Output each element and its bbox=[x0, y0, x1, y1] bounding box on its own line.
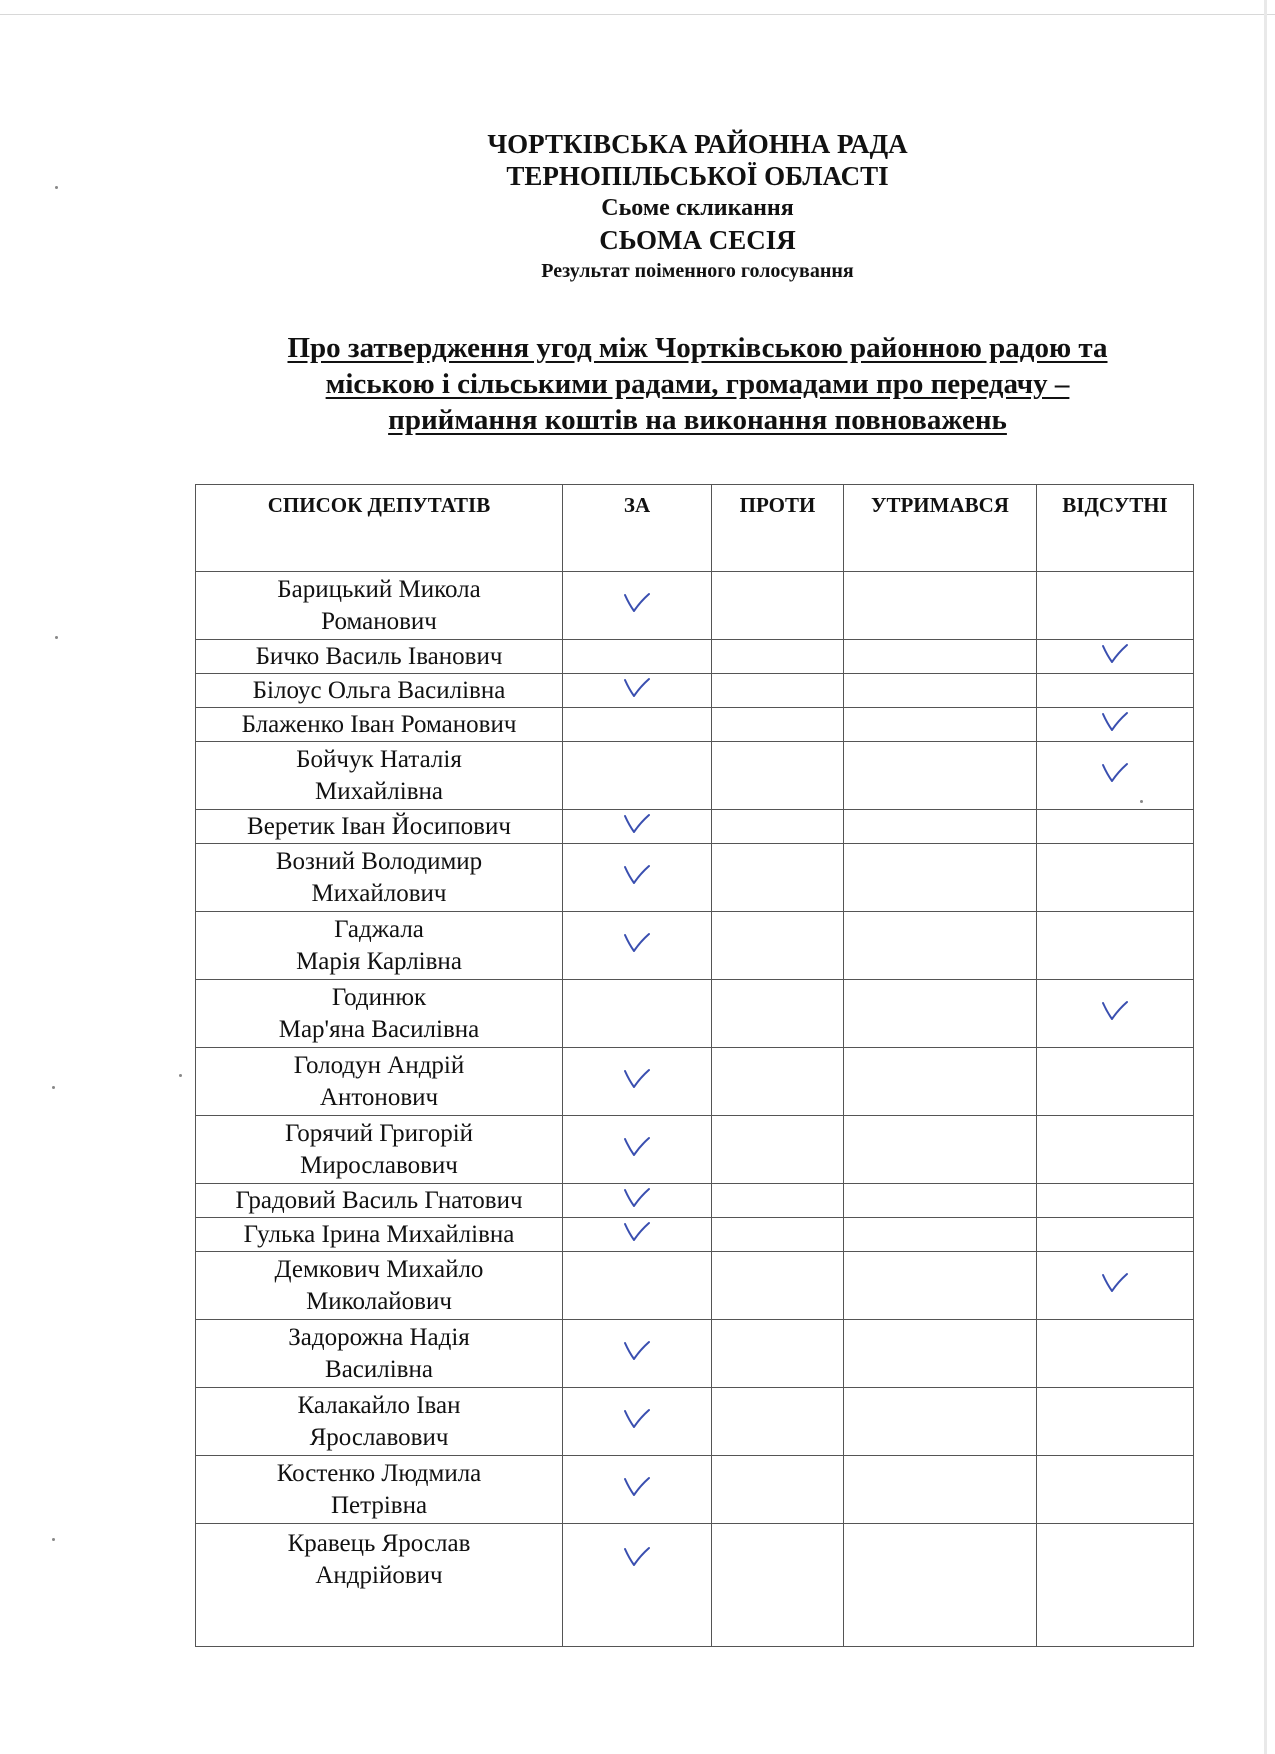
table-row bbox=[196, 1524, 1194, 1647]
checkmark-icon bbox=[1098, 1270, 1132, 1296]
deputy-name-line: Романович bbox=[321, 607, 437, 635]
vote-against-cell bbox=[712, 640, 844, 674]
vote-against-cell bbox=[712, 1184, 844, 1218]
vote-against-cell bbox=[712, 1388, 844, 1456]
checkmark-icon bbox=[620, 1219, 654, 1245]
deputy-name-cell bbox=[196, 674, 563, 708]
deputy-name-line: Барицький Микола bbox=[277, 575, 481, 603]
scan-edge bbox=[0, 14, 1275, 15]
vote-for-cell bbox=[563, 1524, 712, 1647]
vote-abstained-cell bbox=[844, 912, 1037, 980]
vote-abstained-cell bbox=[844, 980, 1037, 1048]
checkmark-icon bbox=[620, 811, 654, 837]
table-row bbox=[196, 844, 1194, 912]
checkmark-icon bbox=[1098, 709, 1132, 735]
document-type: Результат поіменного голосування bbox=[541, 260, 854, 282]
vote-for-cell bbox=[563, 912, 712, 980]
vote-for-cell bbox=[563, 1048, 712, 1116]
deputy-name-line: Андрійович bbox=[315, 1562, 443, 1589]
vote-abstained-cell bbox=[844, 1116, 1037, 1184]
deputy-name-line: Годинюк bbox=[331, 983, 427, 1011]
deputy-name-cell bbox=[196, 1252, 563, 1320]
vote-absent-cell bbox=[1037, 1456, 1194, 1524]
scan-speck bbox=[52, 1086, 55, 1089]
deputy-name-cell bbox=[196, 1184, 563, 1218]
checkmark-icon bbox=[620, 862, 654, 888]
deputy-name-line: Михайлівна bbox=[315, 777, 443, 805]
deputy-name-line: Марія Карлівна bbox=[296, 947, 462, 975]
column-header-deputies: СПИСОК ДЕПУТАТІВ bbox=[196, 485, 563, 572]
table-row bbox=[196, 742, 1194, 810]
vote-absent-cell bbox=[1037, 810, 1194, 844]
column-header-absent: ВІДСУТНІ bbox=[1037, 485, 1194, 572]
deputy-name-cell bbox=[196, 1116, 563, 1184]
document-header bbox=[0, 128, 1275, 286]
vote-for-cell bbox=[563, 1252, 712, 1320]
checkmark-icon bbox=[620, 930, 654, 956]
table-row bbox=[196, 1456, 1194, 1524]
deputy-name-line: Миколайович bbox=[306, 1287, 452, 1315]
scan-speck bbox=[55, 636, 58, 639]
table-row bbox=[196, 708, 1194, 742]
deputy-name-line: Голодун Андрій bbox=[293, 1051, 465, 1079]
vote-abstained-cell bbox=[844, 1320, 1037, 1388]
table-header-row bbox=[196, 485, 1194, 572]
vote-abstained-cell bbox=[844, 640, 1037, 674]
deputy-name-line: Мар'яна Василівна bbox=[278, 1015, 480, 1043]
deputy-name-line: Веретик Іван Йосипович bbox=[247, 812, 511, 840]
vote-absent-cell bbox=[1037, 1252, 1194, 1320]
table-row bbox=[196, 674, 1194, 708]
vote-abstained-cell bbox=[844, 674, 1037, 708]
convocation: Сьоме скликання bbox=[601, 195, 794, 221]
deputy-name-line: Блаженко Іван Романович bbox=[241, 710, 517, 738]
scan-speck bbox=[179, 1074, 182, 1077]
deputy-name-cell bbox=[196, 640, 563, 674]
deputy-name-line: Бойчук Наталія bbox=[296, 745, 462, 773]
deputy-name-line: Василівна bbox=[325, 1355, 433, 1383]
checkmark-icon bbox=[1098, 760, 1132, 786]
vote-absent-cell bbox=[1037, 1388, 1194, 1456]
vote-against-cell bbox=[712, 810, 844, 844]
deputy-name-line: Михайлович bbox=[311, 879, 447, 907]
column-header-for: ЗА bbox=[563, 485, 712, 572]
vote-against-cell bbox=[712, 708, 844, 742]
deputy-name-cell bbox=[196, 1456, 563, 1524]
table-row bbox=[196, 1388, 1194, 1456]
deputy-name-line: Мирославович bbox=[300, 1151, 458, 1179]
vote-absent-cell bbox=[1037, 1218, 1194, 1252]
vote-against-cell bbox=[712, 1524, 844, 1647]
vote-against-cell bbox=[712, 1320, 844, 1388]
checkmark-icon bbox=[620, 1406, 654, 1432]
vote-abstained-cell bbox=[844, 810, 1037, 844]
deputy-name-cell bbox=[196, 1218, 563, 1252]
vote-for-cell bbox=[563, 742, 712, 810]
checkmark-icon bbox=[620, 675, 654, 701]
vote-against-cell bbox=[712, 980, 844, 1048]
deputy-name-cell bbox=[196, 810, 563, 844]
vote-for-cell bbox=[563, 844, 712, 912]
deputy-name-line: Петрівна bbox=[330, 1491, 428, 1519]
deputy-name-line: Градовий Василь Гнатович bbox=[235, 1186, 523, 1214]
subject-line: міською і сільськими радами, громадами про передачу – bbox=[325, 368, 1070, 400]
table-row bbox=[196, 572, 1194, 640]
vote-table-body bbox=[196, 572, 1194, 1647]
region-name: ТЕРНОПІЛЬСЬКОЇ ОБЛАСТІ bbox=[506, 161, 889, 191]
deputy-name-line: Возний Володимир bbox=[275, 847, 483, 875]
deputy-name-cell bbox=[196, 742, 563, 810]
vote-abstained-cell bbox=[844, 572, 1037, 640]
subject-line: приймання коштів на виконання повноважень bbox=[388, 404, 1007, 436]
vote-against-cell bbox=[712, 1218, 844, 1252]
scan-speck bbox=[55, 186, 58, 189]
checkmark-icon bbox=[1098, 998, 1132, 1024]
table-row bbox=[196, 1184, 1194, 1218]
vote-against-cell bbox=[712, 742, 844, 810]
deputy-name-line: Бичко Василь Іванович bbox=[255, 642, 503, 670]
vote-against-cell bbox=[712, 1048, 844, 1116]
column-header-abstained: УТРИМАВСЯ bbox=[844, 485, 1037, 572]
vote-absent-cell bbox=[1037, 1184, 1194, 1218]
vote-for-cell bbox=[563, 1184, 712, 1218]
deputy-name-cell bbox=[196, 912, 563, 980]
vote-against-cell bbox=[712, 572, 844, 640]
vote-against-cell bbox=[712, 1456, 844, 1524]
vote-absent-cell bbox=[1037, 912, 1194, 980]
deputy-name-line: Демкович Михайло bbox=[274, 1255, 484, 1283]
table-row bbox=[196, 1252, 1194, 1320]
deputy-name-cell bbox=[196, 1388, 563, 1456]
checkmark-icon bbox=[1098, 641, 1132, 667]
session: СЬОМА СЕСІЯ bbox=[599, 225, 796, 255]
deputy-name-line: Антонович bbox=[319, 1083, 439, 1111]
deputy-name-cell bbox=[196, 844, 563, 912]
vote-absent-cell bbox=[1037, 708, 1194, 742]
vote-subject bbox=[200, 330, 1195, 438]
vote-against-cell bbox=[712, 1116, 844, 1184]
checkmark-icon bbox=[620, 1185, 654, 1211]
vote-for-cell bbox=[563, 708, 712, 742]
vote-table bbox=[195, 484, 1194, 1647]
checkmark-icon bbox=[620, 1134, 654, 1160]
deputy-name-line: Гаджала bbox=[334, 915, 424, 943]
deputy-name-cell bbox=[196, 1524, 563, 1647]
table-row bbox=[196, 1116, 1194, 1184]
vote-abstained-cell bbox=[844, 1048, 1037, 1116]
table-row bbox=[196, 1320, 1194, 1388]
vote-abstained-cell bbox=[844, 1218, 1037, 1252]
vote-absent-cell bbox=[1037, 1048, 1194, 1116]
deputy-name-line: Калакайло Іван bbox=[297, 1391, 461, 1419]
vote-absent-cell bbox=[1037, 980, 1194, 1048]
deputy-name-cell bbox=[196, 980, 563, 1048]
checkmark-icon bbox=[620, 1338, 654, 1364]
vote-absent-cell bbox=[1037, 640, 1194, 674]
vote-absent-cell bbox=[1037, 742, 1194, 810]
column-header-against: ПРОТИ bbox=[712, 485, 844, 572]
vote-against-cell bbox=[712, 912, 844, 980]
vote-against-cell bbox=[712, 1252, 844, 1320]
council-name: ЧОРТКІВСЬКА РАЙОННА РАДА bbox=[487, 129, 908, 159]
vote-absent-cell bbox=[1037, 1320, 1194, 1388]
vote-absent-cell bbox=[1037, 1524, 1194, 1647]
table-row bbox=[196, 810, 1194, 844]
checkmark-icon bbox=[620, 1066, 654, 1092]
deputy-name-line: Гулька Ірина Михайлівна bbox=[243, 1220, 515, 1248]
vote-for-cell bbox=[563, 810, 712, 844]
table-row bbox=[196, 1218, 1194, 1252]
deputy-name-cell bbox=[196, 708, 563, 742]
vote-for-cell bbox=[563, 1456, 712, 1524]
deputy-name-line: Ярославович bbox=[309, 1423, 449, 1451]
vote-abstained-cell bbox=[844, 708, 1037, 742]
table-row bbox=[196, 640, 1194, 674]
deputy-name-cell bbox=[196, 1320, 563, 1388]
deputy-name-line: Костенко Людмила bbox=[276, 1459, 482, 1487]
vote-abstained-cell bbox=[844, 1524, 1037, 1647]
vote-against-cell bbox=[712, 674, 844, 708]
checkmark-icon bbox=[620, 1474, 654, 1500]
vote-abstained-cell bbox=[844, 1184, 1037, 1218]
table-row bbox=[196, 1048, 1194, 1116]
vote-for-cell bbox=[563, 980, 712, 1048]
vote-for-cell bbox=[563, 1218, 712, 1252]
vote-abstained-cell bbox=[844, 742, 1037, 810]
scan-speck bbox=[52, 1538, 55, 1541]
vote-absent-cell bbox=[1037, 572, 1194, 640]
vote-for-cell bbox=[563, 674, 712, 708]
vote-abstained-cell bbox=[844, 1388, 1037, 1456]
deputy-name-cell bbox=[196, 1048, 563, 1116]
vote-for-cell bbox=[563, 1388, 712, 1456]
vote-for-cell bbox=[563, 572, 712, 640]
deputy-name-line: Кравець Ярослав bbox=[287, 1530, 471, 1557]
vote-absent-cell bbox=[1037, 1116, 1194, 1184]
scan-speck bbox=[1140, 800, 1143, 803]
vote-for-cell bbox=[563, 640, 712, 674]
vote-abstained-cell bbox=[844, 1456, 1037, 1524]
deputy-name-line: Задорожна Надія bbox=[288, 1323, 470, 1351]
deputy-name-line: Горячий Григорій bbox=[284, 1119, 474, 1147]
checkmark-icon bbox=[620, 590, 654, 616]
subject-line: Про затвердження угод між Чортківською районною радою та bbox=[287, 332, 1108, 364]
vote-for-cell bbox=[563, 1116, 712, 1184]
table-row bbox=[196, 912, 1194, 980]
deputy-name-line: Білоус Ольга Василівна bbox=[252, 676, 506, 704]
vote-against-cell bbox=[712, 844, 844, 912]
vote-for-cell bbox=[563, 1320, 712, 1388]
vote-absent-cell bbox=[1037, 844, 1194, 912]
checkmark-icon bbox=[620, 1544, 654, 1570]
vote-abstained-cell bbox=[844, 844, 1037, 912]
vote-absent-cell bbox=[1037, 674, 1194, 708]
vote-abstained-cell bbox=[844, 1252, 1037, 1320]
deputy-name-cell bbox=[196, 572, 563, 640]
table-row bbox=[196, 980, 1194, 1048]
